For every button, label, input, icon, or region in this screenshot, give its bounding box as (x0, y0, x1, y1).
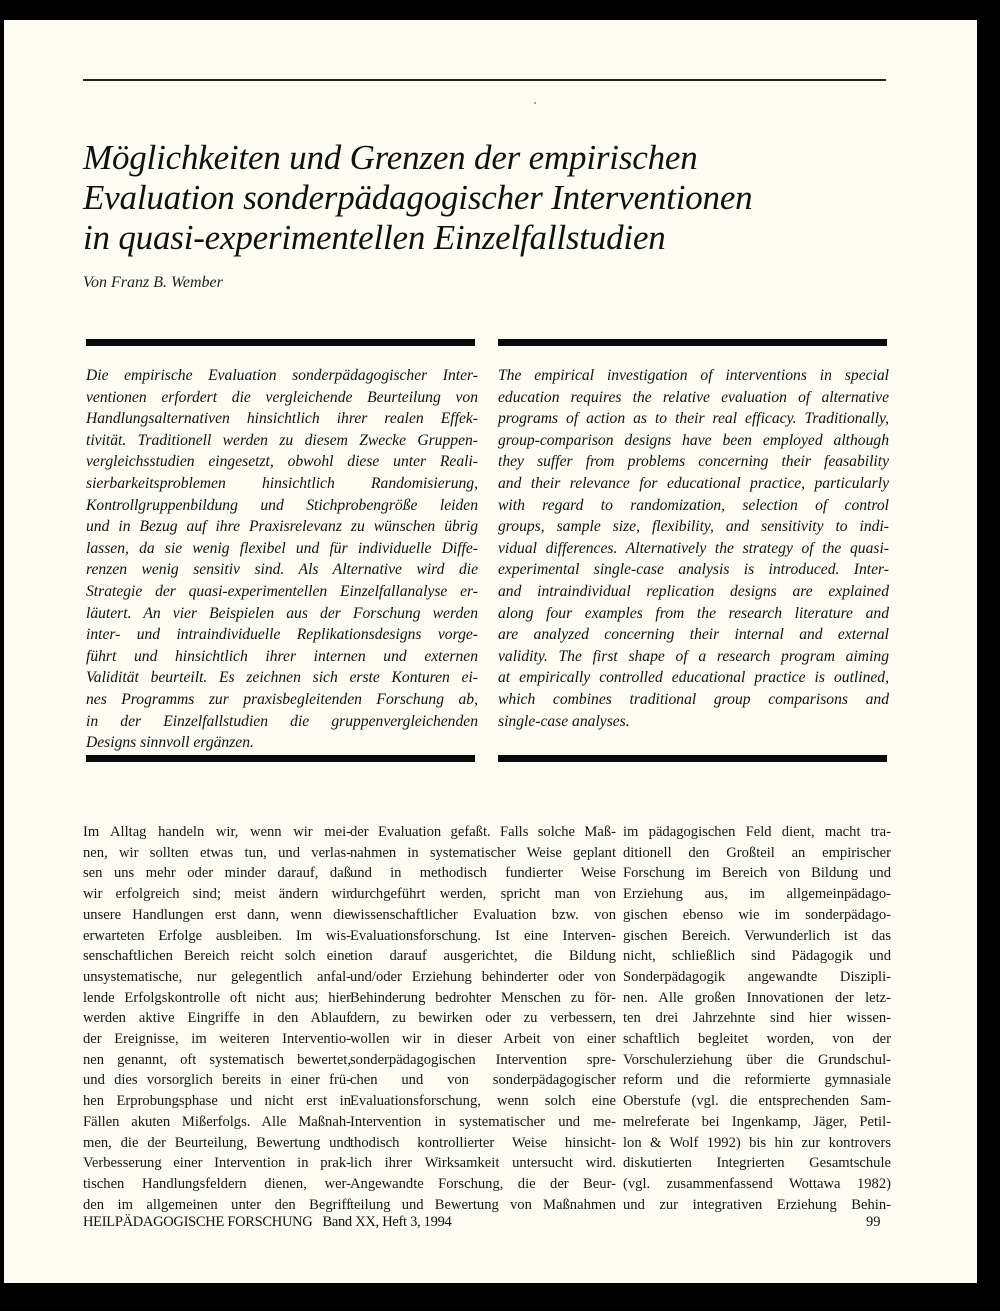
text-line: diskutierten Integrierten Gesamtschule (623, 1155, 891, 1172)
text-line: validity. The first shape of a research program aiming (498, 647, 889, 665)
text-line: nes Programms zur praxisbegleitenden Forschung ab, (86, 690, 478, 708)
body-column-2 (350, 822, 616, 1215)
text-line: groups, sample size, flexibility, and sensitivity to indi- (498, 518, 889, 536)
text-line: renzen wenig sensitiv sind. Als Alternative wird die (86, 561, 478, 579)
text-line: Validität beurteilt. Es zeichnen sich erste Konturen ei- (86, 669, 478, 687)
journal-name: HEILPÄDAGOGISCHE FORSCHUNG (83, 1214, 313, 1230)
text-line: Vorschulerziehung über die Grundschul- (623, 1051, 891, 1068)
text-line: und zur integrativen Erziehung Behin- (623, 1196, 891, 1213)
text-line: unsere Handlungen erst dann, wenn die (83, 906, 351, 923)
text-line: thodisch kontrollierter Weise hinsicht- (350, 1134, 616, 1151)
text-line: inter- und intraindividuelle Replikationsdesigns vorge- (86, 626, 478, 644)
text-line: vidual differences. Alternatively the strategy of the quasi- (498, 539, 889, 557)
text-line: and their relevance for educational practice, particularly (498, 474, 889, 492)
journal-page (4, 20, 977, 1283)
text-line: Strategie der quasi-experimentellen Einzelfallanalyse er- (86, 582, 478, 600)
text-line: durchgeführt werden, spricht man von (350, 886, 616, 903)
text-line: and intraindividual replication designs are explained (498, 582, 889, 600)
text-line: Designs sinnvoll ergänzen. (86, 734, 254, 752)
title-line: Möglichkeiten und Grenzen der empirischen (83, 138, 698, 177)
text-line: sonderpädagogischen Intervention spre- (350, 1051, 616, 1068)
text-line: wollen wir in dieser Arbeit von einer (350, 1031, 616, 1048)
text-line: men, die der Beurteilung, Bewertung und (83, 1134, 351, 1151)
text-line: Verbesserung einer Intervention in prak- (83, 1155, 351, 1172)
text-line: teilung und Bewertung von Maßnahmen (350, 1196, 616, 1213)
text-line: melreferate bei Ingenkamp, Jäger, Petil- (623, 1113, 891, 1130)
text-line: und/oder Erziehung behinderter oder von (350, 968, 616, 985)
text-line: at empirically controlled educational practice is outlined, (498, 669, 889, 687)
issue-info: Band XX, Heft 3, 1994 (322, 1214, 452, 1230)
text-line: lassen, da sie wenig flexibel und für individuelle Diffe- (86, 539, 478, 557)
text-line: sierbarkeitsproblemen hinsichtlich Randomisierung, (86, 474, 478, 492)
text-line: Kontrollgruppenbildung und Stichprobengröße leiden (86, 496, 478, 514)
text-line: lon & Wolf 1992) bis hin zur kontrovers (623, 1134, 891, 1151)
text-line: Forschung im Bereich von Bildung und (623, 865, 891, 882)
text-line: Oberstufe (vgl. die entsprechenden Sam- (623, 1093, 891, 1110)
text-line: unsystematische, nur gelegentlich anfal- (83, 968, 351, 985)
text-line: The empirical investigation of interventions in special (498, 367, 889, 384)
text-line: nahmen in systematischer Weise geplant (350, 844, 616, 861)
text-line: Behinderung bedrohter Menschen zu för- (350, 989, 616, 1006)
text-line: Evaluationsforschung. Ist eine Interven- (350, 927, 616, 944)
text-line: im pädagogischen Feld dient, macht tra- (623, 824, 891, 840)
text-line: (vgl. zusammenfassend Wottawa 1982) (623, 1175, 891, 1192)
text-line: Fällen akuten Mißerfolgs. Alle Maßnah- (83, 1113, 351, 1130)
text-line: are analyzed concerning their internal and external (498, 626, 889, 644)
text-line: Im Alltag handeln wir, wenn wir mei- (83, 824, 351, 840)
text-line: und in methodisch fundierter Weise (350, 865, 616, 882)
body-column-1 (83, 822, 351, 1215)
text-line: with regard to randomization, selection of control (498, 496, 889, 514)
text-line: ventionen erfordert die vergleichende Beurteilung von (86, 388, 478, 406)
text-line: Sonderpädagogik angewandte Diszipli- (623, 968, 891, 985)
text-line: den im allgemeinen unter den Begriff (83, 1196, 351, 1213)
text-line: gischen Bereich. Verwunderlich ist das (623, 927, 891, 944)
text-line: Angewandte Forschung, die der Beur- (350, 1175, 616, 1192)
abstract-english (498, 365, 889, 732)
scan-speck (534, 102, 536, 104)
title-line: Evaluation sonderpädagogischer Interventionen (83, 178, 753, 217)
text-line: ditionell den Großteil an empirischer (623, 844, 891, 861)
text-line: lende Erfolgskontrolle oft nicht aus; hier (83, 989, 351, 1006)
text-line: single-case analyses. (498, 712, 630, 730)
text-line: nen genannt, oft systematisch bewertet, (83, 1051, 351, 1068)
text-line: nen, wir sollten etwas tun, und verlas- (83, 844, 351, 861)
text-line: sen uns mehr oder minder darauf, daß (83, 865, 351, 882)
author-byline: Von Franz B. Wember (83, 274, 223, 291)
text-line: gischen ebenso wie im sonderpädago- (623, 906, 891, 923)
text-line: education requires the relative evaluation of alternative (498, 388, 889, 406)
text-line: schaftlich begleitet worden, von der (623, 1031, 891, 1048)
abstract-bottom-rule-right (498, 755, 887, 762)
text-line: tischen Handlungsfeldern dienen, wer- (83, 1175, 351, 1192)
text-line: vergleichsstudien eingesetzt, obwohl diese unter Reali- (86, 453, 478, 471)
text-line: Erziehung aus, im allgemeinpädago- (623, 886, 891, 903)
text-line: tion darauf ausgerichtet, die Bildung (350, 948, 616, 965)
abstract-german (86, 365, 478, 754)
text-line: wir erfolgreich sind; meist ändern wir (83, 886, 351, 903)
running-footer (83, 1214, 451, 1231)
abstract-top-rule-left (86, 339, 475, 346)
text-line: they suffer from problems concerning their feasability (498, 453, 889, 471)
text-line: which combines traditional group comparisons and (498, 690, 889, 708)
text-line: senschaftlichen Bereich reicht solch eine (83, 948, 351, 965)
text-line: Die empirische Evaluation sonderpädagogischer Inter- (86, 367, 478, 384)
text-line: programs of action as to their real efficacy. Traditionally, (498, 410, 889, 428)
text-line: Handlungsalternativen hinsichtlich ihrer realen Effek- (86, 410, 478, 428)
text-line: und dies vorsorglich bereits in einer frü- (83, 1072, 351, 1089)
text-line: experimental single-case analysis is introduced. Inter- (498, 561, 889, 579)
text-line: und in Bezug auf ihre Praxisrelevanz zu wünschen übrig (86, 518, 478, 536)
text-line: lich ihrer Wirksamkeit untersucht wird. (350, 1155, 616, 1172)
text-line: reform und die reformierte gymnasiale (623, 1072, 891, 1089)
text-line: der Ereignisse, im weiteren Interventio- (83, 1031, 351, 1048)
text-line: werden aktive Eingriffe in den Ablauf (83, 1010, 351, 1027)
text-line: Evaluationsforschung, wenn solch eine (350, 1093, 616, 1110)
text-line: läutert. An vier Beispielen aus der Forschung werden (86, 604, 478, 622)
text-line: führt und hinsichtlich ihrer internen und externen (86, 647, 478, 665)
text-line: tivität. Traditionell werden zu diesem Zwecke Gruppen- (86, 431, 478, 449)
text-line: nen. Alle großen Innovationen der letz- (623, 989, 891, 1006)
page-number: 99 (866, 1214, 881, 1230)
body-column-3 (623, 822, 891, 1215)
text-line: dern, zu bewirken oder zu verbessern, (350, 1010, 616, 1027)
text-line: along four examples from the research literature and (498, 604, 889, 622)
article-title (83, 138, 903, 258)
abstract-top-rule-right (498, 339, 887, 346)
text-line: nicht, schließlich sind Pädagogik und (623, 948, 891, 965)
text-line: chen und von sonderpädagogischer (350, 1072, 616, 1089)
abstract-bottom-rule-left (86, 755, 475, 762)
header-rule (83, 79, 886, 81)
text-line: erwarteten Erfolge ausbleiben. Im wis- (83, 927, 351, 944)
text-line: hen Erprobungsphase und nicht erst in (83, 1093, 351, 1110)
text-line: ten drei Jahrzehnte sind hier wissen- (623, 1010, 891, 1027)
text-line: in der Einzelfallstudien die gruppenvergleichenden (86, 712, 478, 730)
text-line: group-comparison designs have been employed although (498, 431, 889, 449)
title-line: in quasi-experimentellen Einzelfallstudien (83, 218, 666, 257)
text-line: der Evaluation gefaßt. Falls solche Maß- (350, 824, 616, 840)
text-line: wissenschaftlicher Evaluation bzw. von (350, 906, 616, 923)
text-line: Intervention in systematischer und me- (350, 1113, 616, 1130)
